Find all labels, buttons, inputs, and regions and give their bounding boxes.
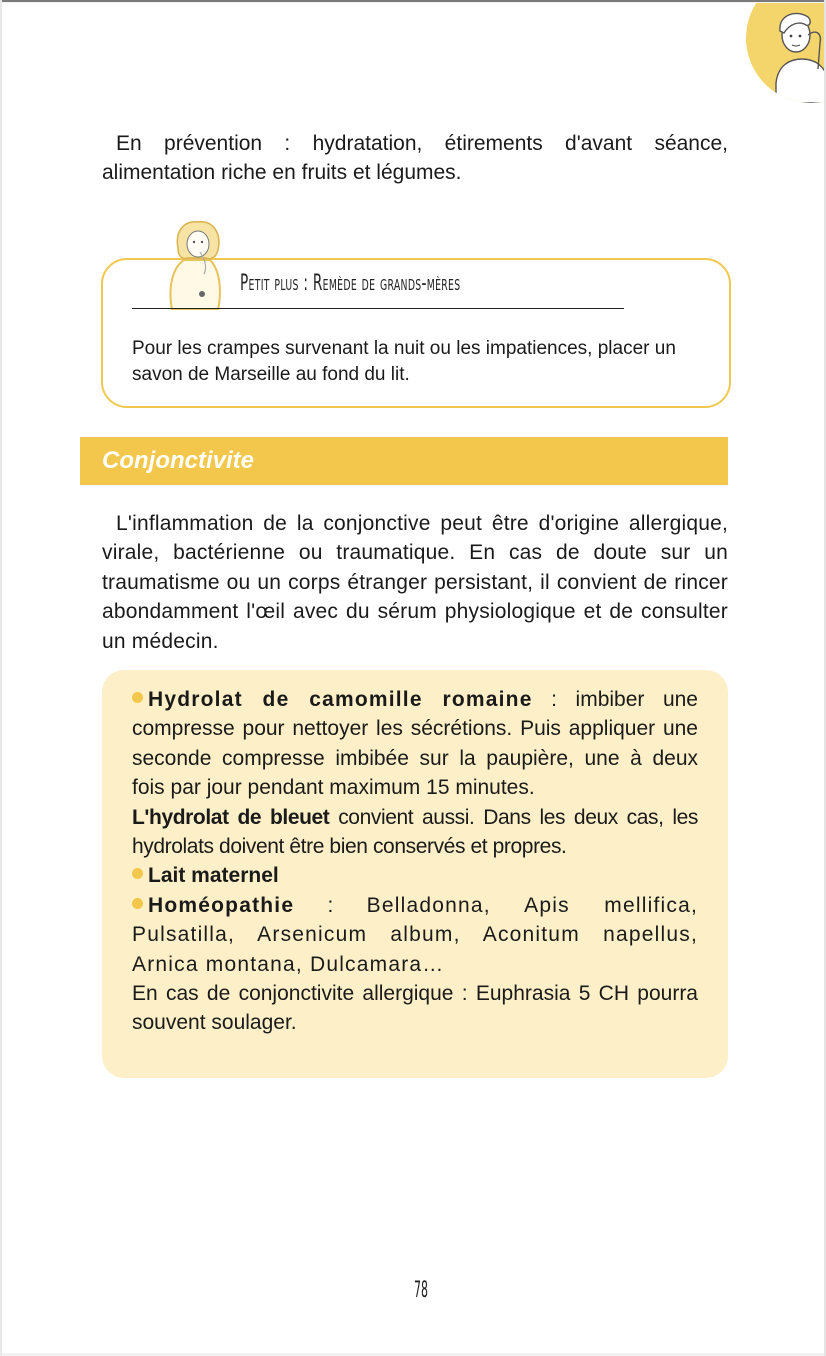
bullet-icon bbox=[132, 898, 143, 909]
remedy-text: En cas de conjonctivite allergique : Euphrasia 5 CH pourra souvent soulager. bbox=[132, 982, 698, 1035]
remedy-note bbox=[132, 803, 698, 862]
top-border bbox=[0, 0, 826, 2]
prevention-text: En prévention : hydratation, étirements d'avant séance, alimentation riche en fruits et légumes. bbox=[102, 132, 728, 185]
remedy-item bbox=[132, 861, 698, 890]
corner-badge bbox=[746, 3, 824, 103]
section-header bbox=[80, 437, 728, 485]
remedy-allergy-note bbox=[132, 979, 698, 1038]
remedy-title: Hydrolat de camomille romaine bbox=[148, 688, 533, 711]
remedy-separator: : bbox=[532, 688, 576, 711]
page-number: 78 bbox=[414, 1278, 428, 1303]
thinking-man-icon bbox=[746, 3, 824, 103]
tip-text: Pour les crampes survenant la nuit ou les impatiences, placer un savon de Marseille au fond du lit. bbox=[132, 338, 676, 385]
section-intro-text: L'inflammation de la conjonctive peut être d'origine allergique, virale, bactérienne ou traumatique. En cas de doute sur un traumatisme ou un corps étranger persistant, il convient de rincer abondamment l'œil avec du sérum physiologique et de consulter un médecin. bbox=[102, 512, 728, 653]
grandmother-icon bbox=[158, 218, 236, 310]
remedy-title: Lait maternel bbox=[148, 864, 279, 888]
remedy-item bbox=[132, 685, 698, 803]
remedy-note-text: convient aussi. Dans les deux cas, les hydrolats doivent être bien conservés et propres. bbox=[132, 805, 698, 859]
section-intro bbox=[102, 509, 728, 656]
bullet-icon bbox=[132, 868, 143, 879]
remedy-text: Belladonna, Apis mellifica, Pulsatilla, Arsenicum album, Aconitum napellus, Arnica montana, Dulcamara… bbox=[132, 893, 698, 976]
tip-title: Petit plus : Remède de grands-mères bbox=[240, 271, 461, 296]
remedy-separator: : bbox=[294, 893, 367, 917]
tip-title-underline bbox=[132, 308, 624, 309]
section-title: Conjonctivite bbox=[102, 447, 255, 474]
bullet-icon bbox=[132, 692, 143, 703]
remedy-title: Homéopathie bbox=[148, 893, 295, 917]
remedy-item bbox=[132, 891, 698, 979]
remedy-note-bold: L'hydrolat de bleuet bbox=[132, 805, 330, 829]
prevention-paragraph bbox=[102, 129, 728, 188]
remedy-text: imbiber une compresse pour nettoyer les sécrétions. Puis appliquer une seconde compresse imbibée sur la paupière, une à deux fois par jour pendant maximum 15 minutes. bbox=[132, 688, 698, 800]
remedies-list bbox=[132, 685, 698, 1038]
